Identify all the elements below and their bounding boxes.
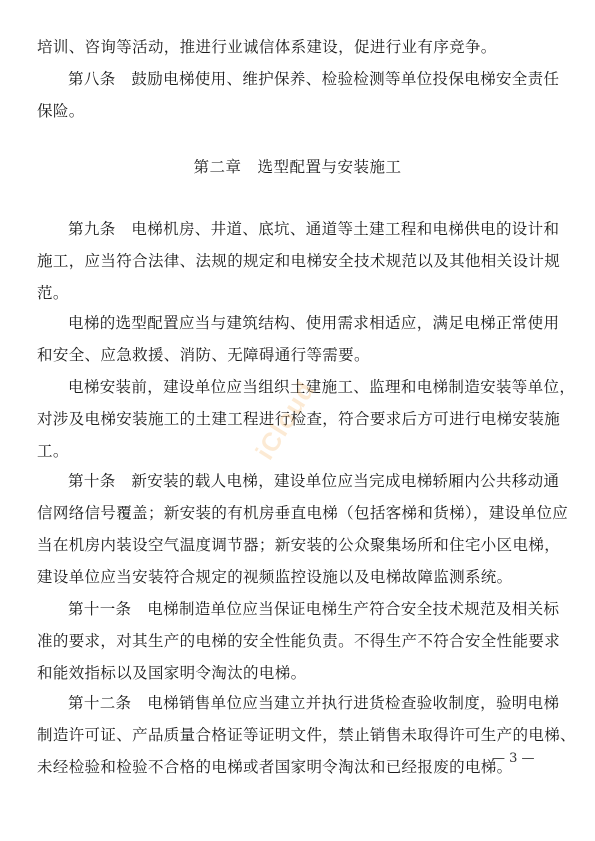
text-line: 制造许可证、产品质量合格证等证明文件，禁止销售未取得许可生产的电梯、: [37, 726, 576, 744]
text-line: 范。: [37, 284, 69, 302]
article-8-line: 第八条 鼓励电梯使用、维护保养、检验检测等单位投保电梯安全责任: [68, 70, 560, 88]
text-line: 工。: [37, 442, 69, 460]
text-line: 电梯的选型配置应当与建筑结构、使用需求相适应，满足电梯正常使用: [68, 314, 560, 332]
text-line: 当在机房内装设空气温度调节器；新安装的公众聚集场所和住宅小区电梯，: [37, 536, 561, 554]
text-line: 保险。: [37, 102, 85, 120]
article-12-line: 第十二条 电梯销售单位应当建立并执行进货检查验收制度，验明电梯: [68, 694, 560, 712]
text-line: 准的要求，对其生产的电梯的安全性能负责。不得生产不符合安全性能要求: [37, 632, 561, 650]
article-11-line: 第十一条 电梯制造单位应当保证电梯生产符合安全技术规范及相关标: [68, 600, 560, 618]
article-10-line: 第十条 新安装的载人电梯，建设单位应当完成电梯轿厢内公共移动通: [68, 472, 560, 490]
text-line: 未经检验和检验不合格的电梯或者国家明令淘汰和已经报废的电梯。: [37, 758, 513, 776]
watermark-text: iCloud: [249, 375, 321, 465]
text-line: 建设单位应当安装符合规定的视频监控设施以及电梯故障监测系统。: [37, 568, 513, 586]
text-line: 和安全、应急救援、消防、无障碍通行等需要。: [37, 346, 370, 364]
text-line: 电梯安装前，建设单位应当组织土建施工、监理和电梯制造安装等单位，: [68, 378, 576, 396]
page-number: — 3 —: [492, 751, 535, 766]
text-line: 施工，应当符合法律、法规的规定和电梯安全技术规范以及其他相关设计规: [37, 252, 561, 270]
article-9-line: 第九条 电梯机房、井道、底坑、通道等土建工程和电梯供电的设计和: [68, 220, 560, 238]
text-line: 信网络信号覆盖；新安装的有机房垂直电梯（包括客梯和货梯），建设单位应: [37, 504, 569, 522]
text-line: 培训、咨询等活动，推进行业诚信体系建设，促进行业有序竞争。: [37, 38, 497, 56]
chapter-title: 第二章 选型配置与安装施工: [193, 158, 402, 176]
text-line: 和能效指标以及国家明令淘汰的电梯。: [37, 664, 307, 682]
text-line: 对涉及电梯安装施工的土建工程进行检查，符合要求后方可进行电梯安装施: [37, 410, 561, 428]
